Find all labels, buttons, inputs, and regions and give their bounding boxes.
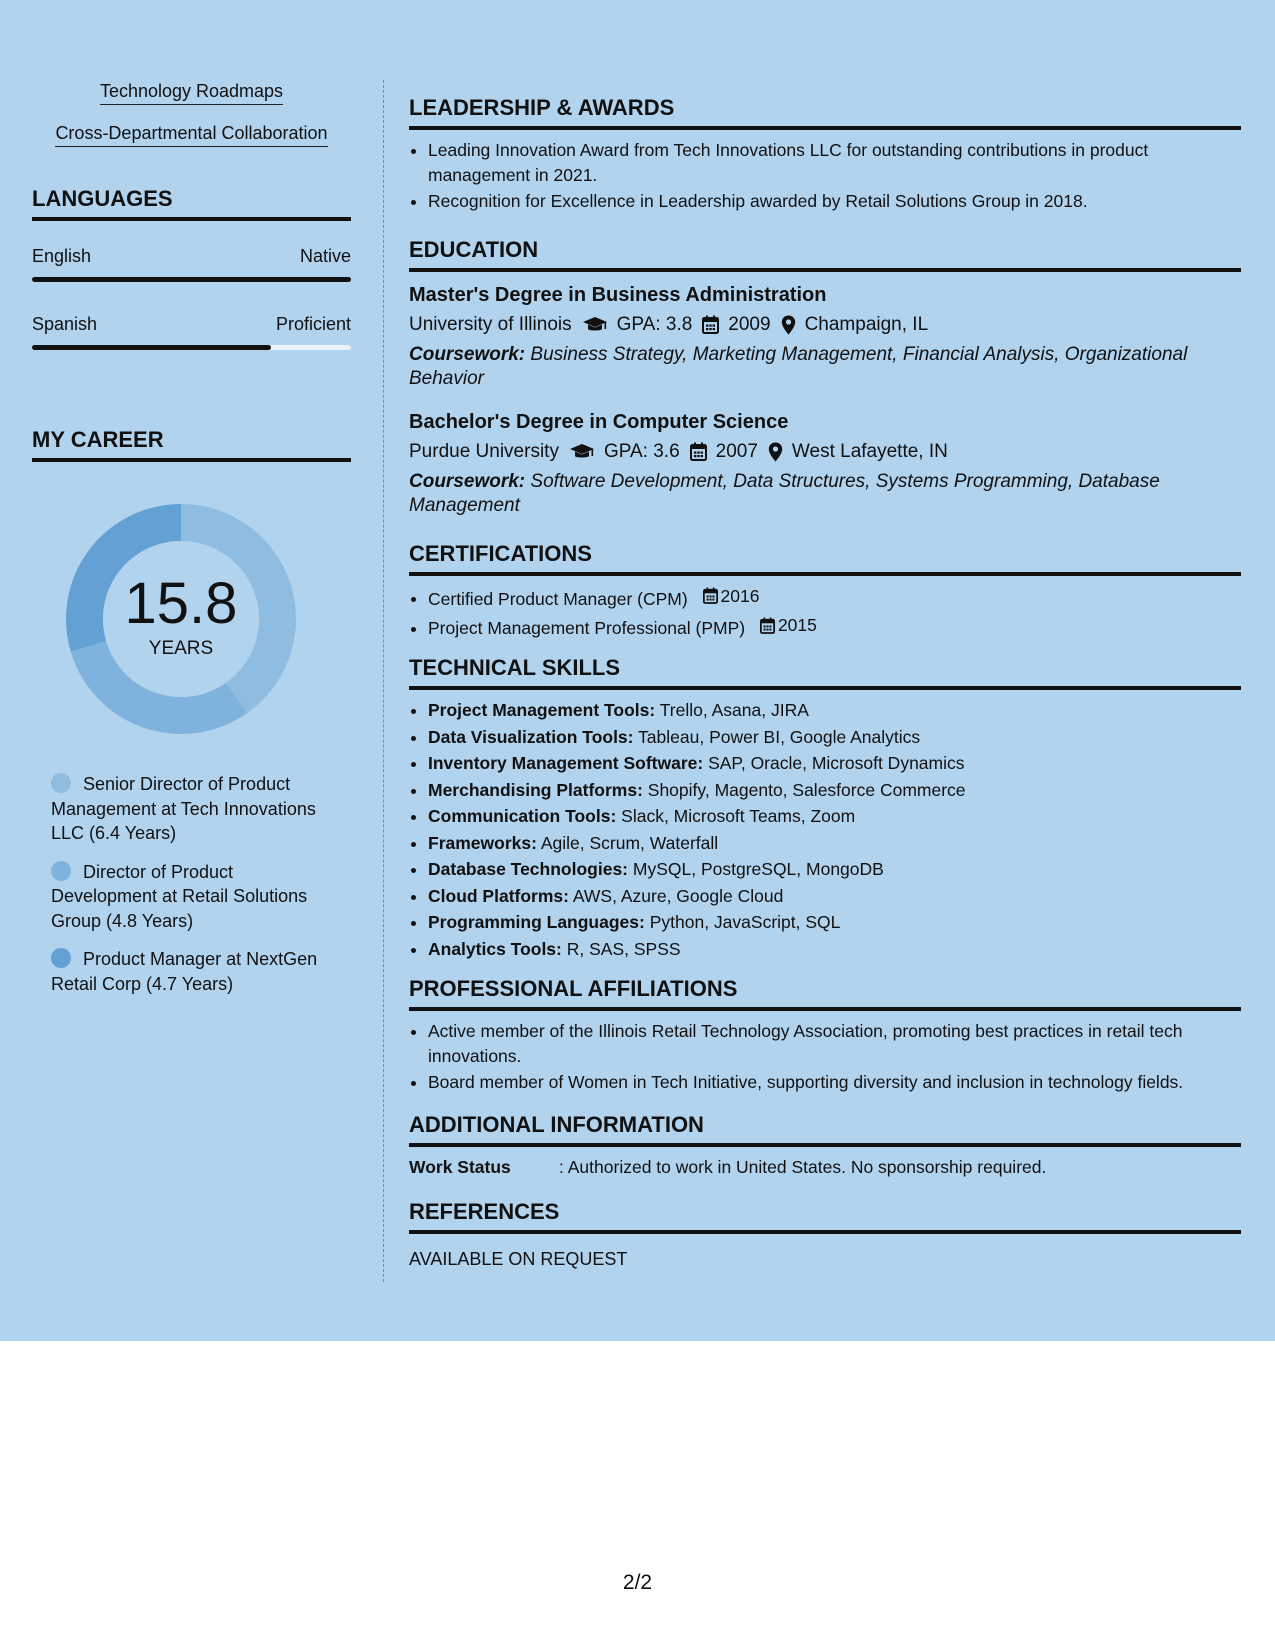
additional-info-section (409, 1111, 1241, 1178)
additional-info-heading: ADDITIONAL INFORMATION (409, 1111, 1241, 1147)
gpa-value: GPA: 3.8 (616, 313, 693, 335)
calendar-icon (703, 587, 718, 604)
work-status-value: : Authorized to work in United States. No sponsorship required. (559, 1156, 1047, 1177)
skill-values: Agile, Scrum, Waterfall (540, 832, 719, 853)
skill-values: Slack, Microsoft Teams, Zoom (621, 806, 856, 826)
skill-row (428, 857, 1241, 882)
skill-values: SAP, Oracle, Microsoft Dynamics (708, 753, 965, 773)
language-proficiency-fill (32, 277, 351, 282)
skill-row (428, 831, 1241, 856)
skill-row (428, 698, 1241, 723)
school-location: West Lafayette, IN (791, 440, 948, 462)
location-pin-icon (768, 442, 783, 462)
certification-item (428, 613, 1241, 640)
leadership-section (409, 94, 1241, 214)
skill-item: Cross-Departmental Collaboration (55, 122, 327, 147)
references-section (409, 1198, 1241, 1270)
skill-values: Trello, Asana, JIRA (659, 700, 809, 720)
language-proficiency-bar (32, 345, 351, 350)
certification-name: Project Management Professional (PMP) (428, 617, 746, 638)
school-location: Champaign, IL (804, 313, 929, 335)
column-divider (383, 80, 384, 1282)
skill-row (428, 778, 1241, 803)
gpa-value: GPA: 3.6 (603, 440, 680, 462)
skill-row (428, 751, 1241, 776)
skill-category: Database Technologies: (428, 859, 629, 879)
education-entry (409, 409, 1241, 518)
languages-section (32, 185, 351, 350)
career-total-unit: YEARS (148, 638, 214, 659)
calendar-icon (760, 617, 775, 634)
career-legend-item (51, 860, 331, 934)
skill-category: Communication Tools: (428, 806, 617, 826)
career-role-label: Senior Director of Product Management at Tech Innovations LLC (6.4 Years) (51, 774, 316, 843)
graduation-cap-icon (582, 316, 608, 334)
skill-values: Python, JavaScript, SQL (649, 912, 841, 932)
certification-year: 2016 (720, 585, 760, 606)
work-status-row (409, 1156, 1241, 1178)
certifications-section (409, 540, 1241, 641)
coursework-list: Software Development, Data Structures, Systems Programming, Database Management (409, 470, 1160, 516)
skill-row (428, 804, 1241, 829)
school-name: Purdue University (409, 440, 559, 462)
coursework-label: Coursework: (409, 343, 526, 365)
skill-row (428, 910, 1241, 935)
skill-category: Analytics Tools: (428, 938, 562, 959)
leadership-item: • Leading Innovation Award from Tech Innovations LLC for outstanding contributions in product management in 2021. (428, 138, 1241, 187)
degree-title: Bachelor's Degree in Computer Science (409, 410, 789, 433)
skill-row (428, 884, 1241, 909)
calendar-icon (690, 442, 707, 461)
language-level: Native (299, 246, 351, 266)
skill-values: Shopify, Magento, Salesforce Commerce (647, 779, 966, 800)
certifications-heading: CERTIFICATIONS (409, 540, 1241, 576)
career-section (32, 426, 351, 996)
skills-list (32, 80, 351, 147)
language-english (32, 245, 351, 282)
legend-dot-icon (51, 861, 71, 881)
skill-category: Programming Languages: (428, 912, 645, 932)
certification-item (428, 584, 1241, 611)
education-heading: EDUCATION (409, 236, 1241, 272)
school-name: University of Illinois (409, 313, 572, 335)
career-legend-item (51, 947, 331, 996)
graduation-cap-icon (569, 443, 595, 461)
career-legend-item (51, 772, 331, 846)
language-proficiency-fill (32, 345, 271, 350)
skill-category: Data Visualization Tools: (428, 726, 634, 747)
skill-category: Cloud Platforms: (428, 885, 569, 906)
education-entry (409, 282, 1241, 391)
skill-item: Technology Roadmaps (100, 80, 283, 105)
skill-category: Merchandising Platforms: (428, 779, 643, 800)
sidebar (32, 80, 351, 1010)
skill-category: Project Management Tools: (428, 700, 656, 720)
skill-values: MySQL, PostgreSQL, MongoDB (632, 859, 884, 879)
references-heading: REFERENCES (409, 1198, 1241, 1234)
language-spanish (32, 313, 351, 350)
skill-values: AWS, Azure, Google Cloud (572, 885, 784, 906)
language-proficiency-bar (32, 277, 351, 282)
skill-row (428, 725, 1241, 750)
certification-year: 2015 (777, 614, 817, 635)
location-pin-icon (781, 315, 796, 335)
legend-dot-icon (51, 773, 71, 793)
career-legend (51, 772, 331, 996)
skill-category: Inventory Management Software: (428, 753, 704, 773)
career-donut-chart (66, 504, 296, 734)
coursework-label: Coursework: (409, 470, 526, 492)
affiliations-heading: PROFESSIONAL AFFILIATIONS (409, 975, 1241, 1011)
page-number: 2/2 (622, 1571, 653, 1594)
graduation-year: 2009 (728, 313, 771, 335)
career-heading: MY CAREER (32, 426, 351, 462)
references-text: AVAILABLE ON REQUEST (409, 1248, 628, 1269)
skill-values: Tableau, Power BI, Google Analytics (638, 726, 921, 747)
skill-category: Frameworks: (428, 832, 537, 853)
calendar-icon (702, 315, 719, 334)
work-status-label: Work Status (409, 1156, 511, 1177)
education-section (409, 236, 1241, 518)
career-role-label: Director of Product Development at Retail Solutions Group (4.8 Years) (51, 861, 308, 931)
certification-name: Certified Product Manager (CPM) (428, 588, 688, 609)
affiliation-item: • Board member of Women in Tech Initiative, supporting diversity and inclusion in technology fields. (428, 1070, 1241, 1095)
skill-row (428, 937, 1241, 962)
leadership-heading: LEADERSHIP & AWARDS (409, 94, 1241, 130)
affiliation-item: • Active member of the Illinois Retail Technology Association, promoting best practices in retail tech innovations. (428, 1019, 1241, 1068)
main-content (409, 94, 1241, 1270)
career-role-label: Product Manager at NextGen Retail Corp (4.7 Years) (51, 949, 318, 994)
affiliations-section (409, 975, 1241, 1095)
technical-skills-section (409, 654, 1241, 961)
technical-skills-heading: TECHNICAL SKILLS (409, 654, 1241, 690)
language-name: Spanish (32, 314, 98, 334)
coursework-list: Business Strategy, Marketing Management, Financial Analysis, Organizational Behavior (409, 343, 1188, 389)
legend-dot-icon (51, 948, 71, 968)
degree-title: Master's Degree in Business Administration (409, 283, 827, 306)
leadership-item: • Recognition for Excellence in Leadership awarded by Retail Solutions Group in 2018. (428, 189, 1241, 214)
skill-values: R, SAS, SPSS (566, 938, 681, 959)
languages-heading: LANGUAGES (32, 185, 351, 221)
career-total-years: 15.8 (124, 571, 238, 636)
language-name: English (32, 246, 92, 266)
language-level: Proficient (275, 314, 351, 334)
graduation-year: 2007 (715, 440, 758, 462)
